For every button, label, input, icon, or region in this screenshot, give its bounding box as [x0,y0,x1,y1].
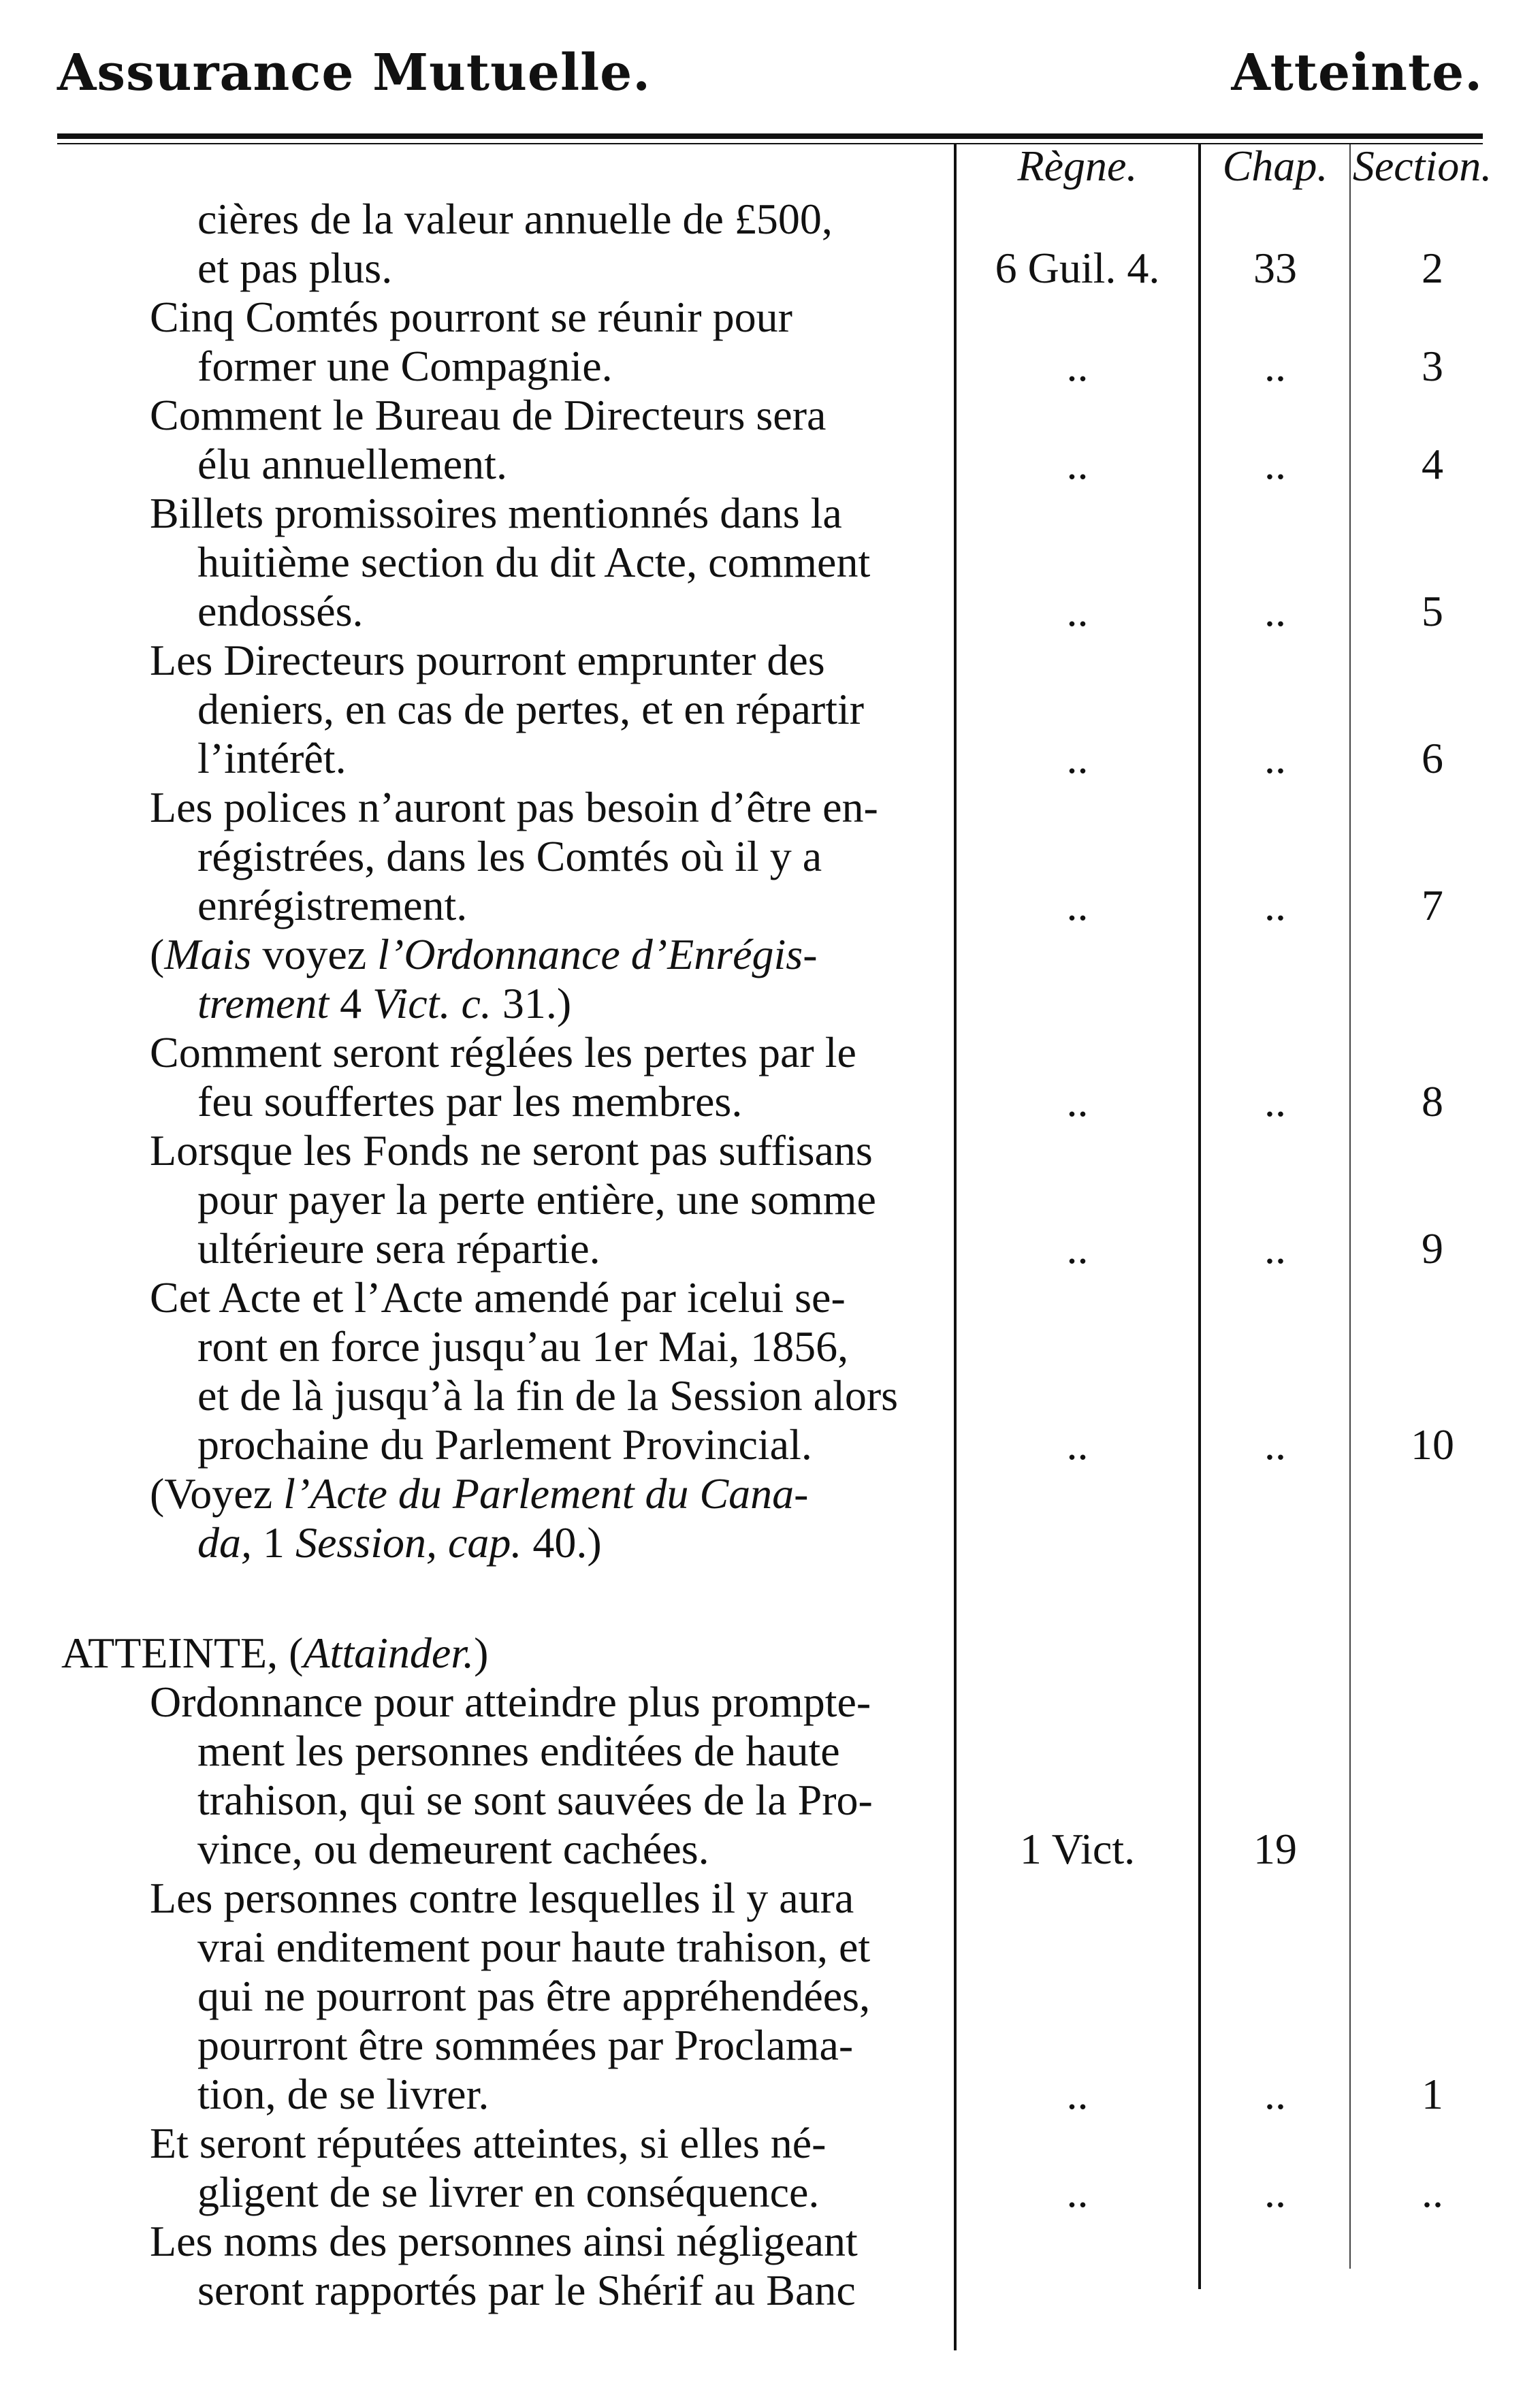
entry-text: 31.) [491,979,572,1027]
regne-value: .. [1066,734,1089,782]
chap-value: .. [1264,342,1286,390]
entry-text: Les Directeurs pourront emprunter des [150,636,825,684]
entry-text: feu souffertes par les membres. [197,1077,743,1125]
entry-text: tion, de se livrer. [197,2070,490,2118]
entry-line [197,1371,898,1420]
chap-value: 19 [1253,1825,1297,1873]
chap-value: .. [1264,1077,1286,1125]
regne-value: .. [1066,1077,1089,1125]
entry-line [150,293,792,342]
entry-line [61,1629,488,1678]
regne-value: .. [1066,2070,1089,2118]
entry-line [150,2217,858,2266]
section-value: 3 [1422,342,1443,390]
entry-line [197,195,833,244]
entry-line [150,1874,854,1923]
section-value: 9 [1422,1224,1443,1273]
entry-line [150,391,826,440]
entry-line [197,1322,848,1371]
entry-text: 4 [329,979,373,1027]
entry-text: Vict. c. [372,979,492,1027]
entry-text: 1 [252,1518,295,1567]
entry-line [150,489,842,538]
chap-value: .. [1264,1224,1286,1273]
header-rule-thick [57,133,1483,139]
entry-text: endossés. [197,587,364,635]
regne-value: 6 Guil. 4. [995,244,1160,292]
chap-value: .. [1264,2168,1286,2216]
column-header-regne: Règne. [1017,142,1138,190]
entry-text: 40.) [522,1518,602,1567]
entry-line [197,2070,489,2119]
entry-text: pour payer la perte entière, une somme [197,1175,876,1224]
entry-text: pourront être sommées par Proclama- [197,2021,854,2069]
entry-line [197,1727,840,1776]
entry-line [197,2266,856,2315]
regne-value: .. [1066,1420,1089,1469]
entry-line [197,2168,819,2217]
entry-line [150,930,818,979]
entry-text: Les noms des personnes ainsi négligeant [150,2217,858,2265]
entry-line [197,979,571,1028]
entry-line [197,734,347,783]
entry-text: ( [150,930,165,978]
entry-line [197,1825,709,1874]
entry-text: (Voyez [150,1469,284,1518]
entry-line [197,1175,876,1224]
entry-text: Attainder. [303,1629,475,1677]
entry-line [150,1273,846,1322]
entry-line [150,1678,871,1727]
entry-line [150,636,825,685]
section-value: 6 [1422,734,1443,782]
running-header-left: Assurance Mutuelle. [57,44,652,102]
regne-value: .. [1066,1224,1089,1273]
entry-text: enrégistrement. [197,881,468,929]
entry-text: l’Ordonnance d’Enrégis- [377,930,818,978]
section-value: 10 [1411,1420,1454,1469]
entry-line [197,1420,812,1469]
column-header-section: Section. [1352,142,1492,190]
entry-line [197,1776,873,1825]
entry-text: da, [197,1518,252,1567]
entry-text: et de là jusqu’à la fin de la Session alors [197,1371,899,1420]
column-header-chap: Chap. [1222,142,1328,190]
entry-text: ront en force jusqu’au 1er Mai, 1856, [197,1322,849,1371]
entry-text: seront rapportés par le Shérif au Banc [197,2266,856,2314]
entry-line [197,832,822,881]
entry-text: régistrées, dans les Comtés où il y a [197,832,822,880]
chap-value: .. [1264,587,1286,635]
entry-line [197,1077,742,1126]
entry-line [197,440,507,489]
entry-line [197,1224,600,1273]
entry-text: Les polices n’auront pas besoin d’être en- [150,783,878,831]
section-value: 7 [1422,881,1443,929]
entry-line [197,2021,853,2070]
entry-line [150,1126,873,1175]
entry-line [197,244,392,293]
regne-value: .. [1066,2168,1089,2216]
entry-text: Mais [164,930,252,978]
chap-value: .. [1264,440,1286,488]
entry-line [150,1469,808,1518]
section-value: 1 [1422,2070,1443,2118]
entry-text: ment les personnes enditées de haute [197,1727,840,1775]
entry-text: l’intérêt. [197,734,347,782]
entry-text: élu annuellement. [197,440,507,488]
entry-text: ) [474,1629,489,1677]
entry-text: trahison, qui se sont sauvées de la Pro- [197,1776,873,1824]
entry-text: gligent de se livrer en conséquence. [197,2168,820,2216]
section-value: 4 [1422,440,1443,488]
entry-text: vince, ou demeurent cachées. [197,1825,709,1873]
running-header-right: Atteinte. [1231,44,1483,102]
entry-line [150,2119,826,2168]
entry-text: trement [197,979,330,1027]
section-value: .. [1422,2168,1443,2216]
chap-value: .. [1264,1420,1286,1469]
regne-value: .. [1066,881,1089,929]
entry-text: Et seront réputées atteintes, si elles né- [150,2119,827,2167]
entry-text: et pas plus. [197,244,393,292]
entry-line [150,1028,856,1077]
entry-text: cières de la valeur annuelle de £500, [197,195,833,243]
entry-text: Cinq Comtés pourront se réunir pour [150,293,792,341]
entry-line [197,1923,870,1972]
entry-text: Lorsque les Fonds ne seront pas suffisans [150,1126,873,1175]
section-value: 5 [1422,587,1443,635]
chap-value: .. [1264,2070,1286,2118]
chap-value: 33 [1253,244,1297,292]
entry-line [197,1518,602,1567]
entry-line [197,538,870,587]
entry-text: l’Acte du Parlement du Cana- [283,1469,809,1518]
entry-text: Les personnes contre lesquelles il y aura [150,1874,854,1922]
entry-text: Comment seront réglées les pertes par le [150,1028,856,1076]
section-value: 2 [1422,244,1443,292]
entry-text: ATTEINTE, ( [61,1629,304,1677]
section-value: 8 [1422,1077,1443,1125]
entry-text: ultérieure sera répartie. [197,1224,600,1273]
entry-text: huitième section du dit Acte, comment [197,538,871,586]
entry-line [150,783,878,832]
entry-line [197,342,613,391]
entry-text: Comment le Bureau de Directeurs sera [150,391,827,439]
entry-text: prochaine du Parlement Provincial. [197,1420,812,1469]
entry-text: deniers, en cas de pertes, et en répartir [197,685,865,733]
entry-text: former une Compagnie. [197,342,613,390]
entry-text: Ordonnance pour atteindre plus prompte- [150,1678,871,1726]
regne-value: .. [1066,440,1089,488]
entry-line [197,685,864,734]
entry-line [197,587,364,636]
regne-value: .. [1066,587,1089,635]
entry-text: vrai enditement pour haute trahison, et [197,1923,871,1971]
regne-value: .. [1066,342,1089,390]
entry-text: voyez [251,930,378,978]
entry-text: qui ne pourront pas être appréhendées, [197,1972,871,2020]
entry-text: Billets promissoires mentionnés dans la [150,489,842,537]
entry-line [197,1972,870,2021]
entry-text: Session, cap. [295,1518,522,1567]
entry-text: Cet Acte et l’Acte amendé par icelui se- [150,1273,846,1322]
regne-value: 1 Vict. [1019,1825,1136,1873]
chap-value: .. [1264,881,1286,929]
chap-value: .. [1264,734,1286,782]
entry-line [197,881,467,930]
